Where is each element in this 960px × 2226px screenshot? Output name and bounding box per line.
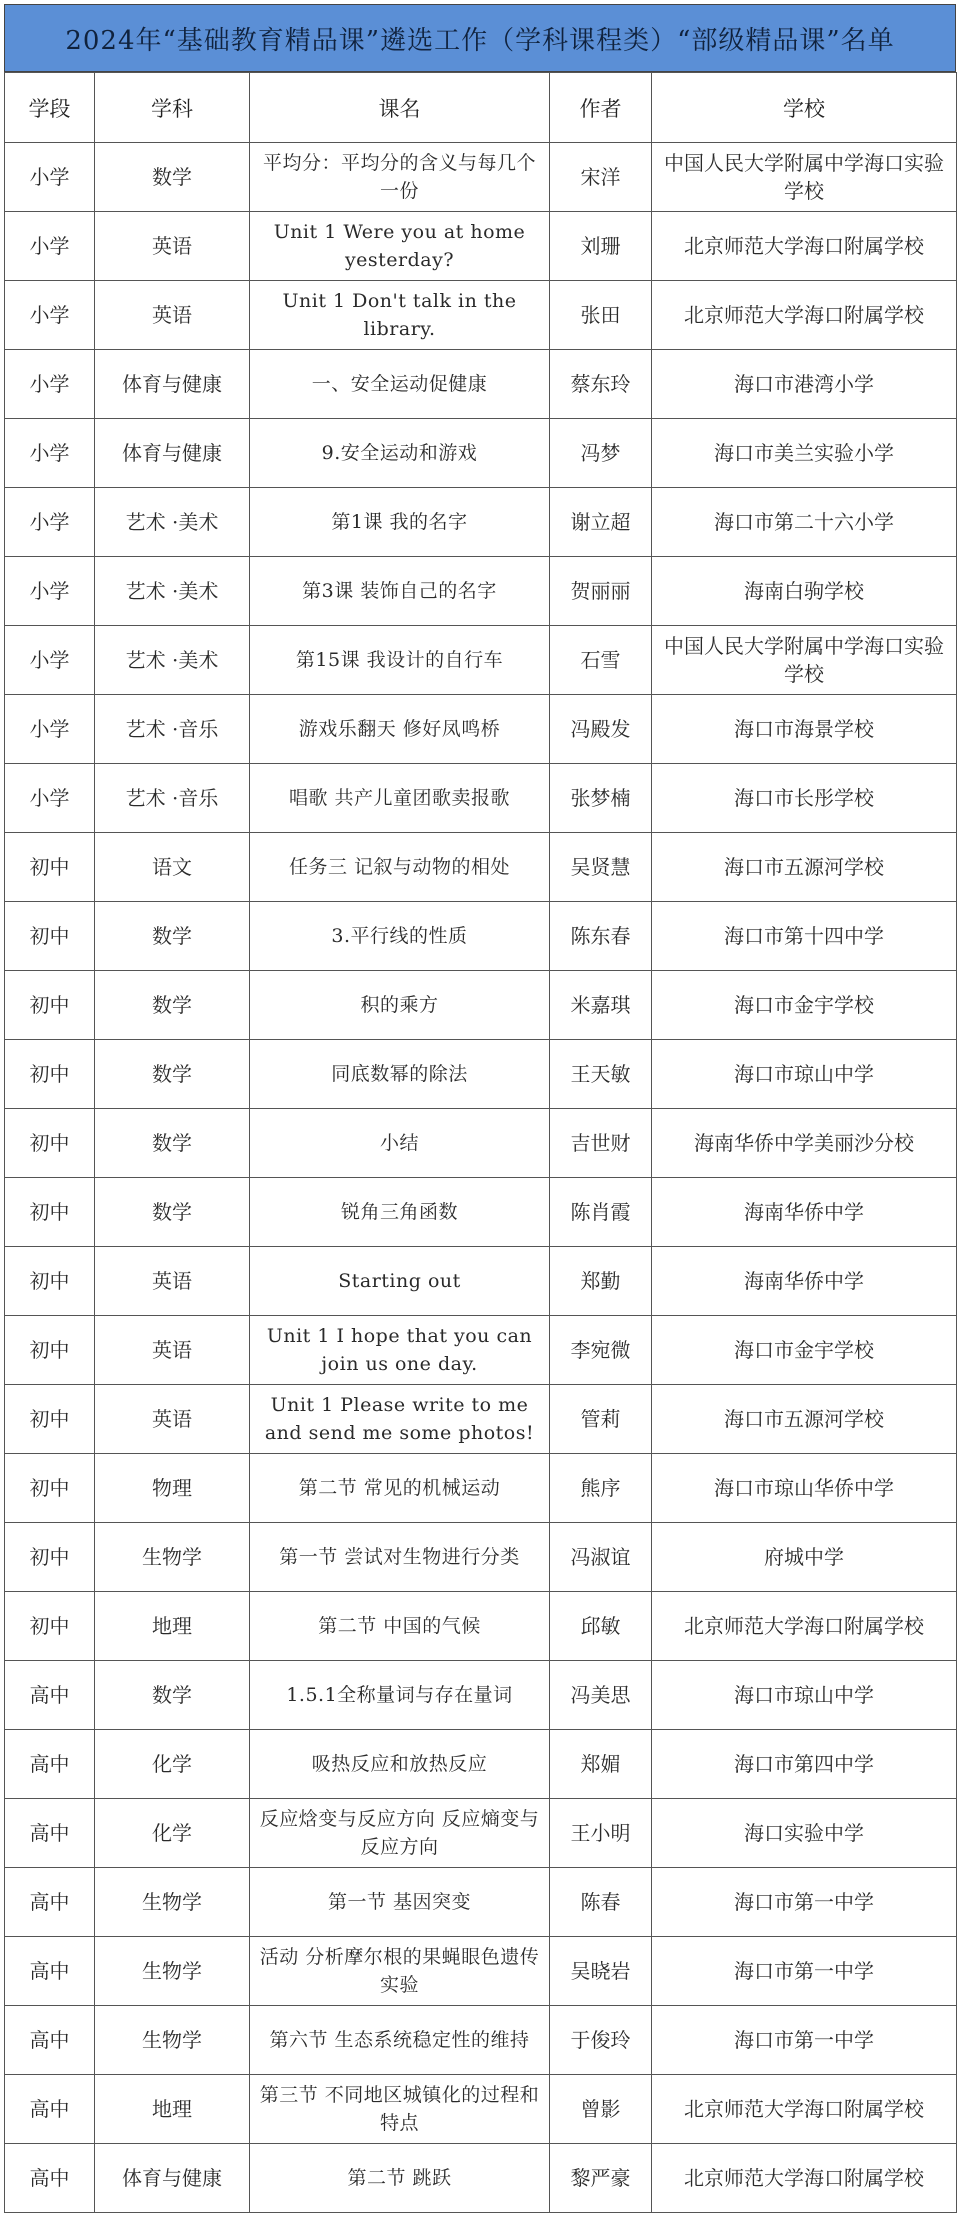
cell-school: 海口实验中学 [652, 1799, 957, 1868]
cell-stage: 小学 [5, 626, 95, 695]
cell-stage: 小学 [5, 350, 95, 419]
table-row [5, 419, 957, 488]
cell-author: 贺丽丽 [550, 557, 652, 626]
cell-author: 陈肖霞 [550, 1178, 652, 1247]
cell-school: 中国人民大学附属中学海口实验学校 [652, 143, 957, 212]
cell-stage: 初中 [5, 1178, 95, 1247]
cell-school: 海口市第一中学 [652, 1937, 957, 2006]
cell-subject: 语文 [95, 833, 250, 902]
cell-subject: 地理 [95, 2075, 250, 2144]
cell-subject: 数学 [95, 143, 250, 212]
cell-school: 海口市五源河学校 [652, 833, 957, 902]
cell-subject: 生物学 [95, 1868, 250, 1937]
cell-stage: 高中 [5, 2006, 95, 2075]
cell-course: 一、安全运动促健康 [250, 350, 550, 419]
cell-course: 任务三 记叙与动物的相处 [250, 833, 550, 902]
table-row [5, 833, 957, 902]
cell-subject: 化学 [95, 1730, 250, 1799]
table-row [5, 971, 957, 1040]
cell-subject: 生物学 [95, 1937, 250, 2006]
cell-course: 活动 分析摩尔根的果蝇眼色遗传实验 [250, 1937, 550, 2006]
cell-school: 海口市第二十六小学 [652, 488, 957, 557]
cell-subject: 生物学 [95, 1523, 250, 1592]
cell-stage: 初中 [5, 1316, 95, 1385]
cell-stage: 小学 [5, 281, 95, 350]
cell-school: 海口市金宇学校 [652, 1316, 957, 1385]
cell-course: 3.平行线的性质 [250, 902, 550, 971]
table-row [5, 281, 957, 350]
cell-author: 郑勤 [550, 1247, 652, 1316]
cell-author: 吴晓岩 [550, 1937, 652, 2006]
table-row [5, 1592, 957, 1661]
cell-subject: 数学 [95, 1040, 250, 1109]
cell-school: 北京师范大学海口附属学校 [652, 2144, 957, 2213]
cell-author: 冯淑谊 [550, 1523, 652, 1592]
cell-course: 游戏乐翻天 修好凤鸣桥 [250, 695, 550, 764]
cell-school: 北京师范大学海口附属学校 [652, 1592, 957, 1661]
cell-stage: 初中 [5, 1247, 95, 1316]
table-row [5, 143, 957, 212]
cell-author: 蔡东玲 [550, 350, 652, 419]
table-row [5, 1109, 957, 1178]
cell-course: Unit 1 Don't talk in the library. [250, 281, 550, 350]
cell-author: 吉世财 [550, 1109, 652, 1178]
cell-author: 冯梦 [550, 419, 652, 488]
table-row [5, 350, 957, 419]
cell-course: Unit 1 I hope that you can join us one day. [250, 1316, 550, 1385]
cell-subject: 数学 [95, 1109, 250, 1178]
cell-subject: 艺术 ·音乐 [95, 695, 250, 764]
cell-author: 王天敏 [550, 1040, 652, 1109]
cell-subject: 英语 [95, 1247, 250, 1316]
cell-school: 府城中学 [652, 1523, 957, 1592]
cell-course: 平均分：平均分的含义与每几个一份 [250, 143, 550, 212]
cell-school: 海口市海景学校 [652, 695, 957, 764]
cell-author: 陈春 [550, 1868, 652, 1937]
table-row [5, 212, 957, 281]
cell-subject: 艺术 ·美术 [95, 488, 250, 557]
cell-subject: 物理 [95, 1454, 250, 1523]
course-list-sheet [4, 4, 956, 2213]
table-row [5, 1937, 957, 2006]
cell-school: 海口市琼山中学 [652, 1661, 957, 1730]
cell-school: 海口市第十四中学 [652, 902, 957, 971]
cell-course: 第一节 尝试对生物进行分类 [250, 1523, 550, 1592]
cell-author: 刘珊 [550, 212, 652, 281]
cell-stage: 高中 [5, 1799, 95, 1868]
table-row [5, 2075, 957, 2144]
course-table [4, 72, 957, 2213]
cell-school: 海口市美兰实验小学 [652, 419, 957, 488]
cell-subject: 体育与健康 [95, 419, 250, 488]
cell-school: 海口市长彤学校 [652, 764, 957, 833]
table-row [5, 1868, 957, 1937]
header-stage: 学段 [5, 73, 95, 143]
cell-author: 陈东春 [550, 902, 652, 971]
table-row [5, 1385, 957, 1454]
cell-school: 海口市五源河学校 [652, 1385, 957, 1454]
cell-school: 海口市琼山中学 [652, 1040, 957, 1109]
cell-author: 熊序 [550, 1454, 652, 1523]
cell-course: 1.5.1全称量词与存在量词 [250, 1661, 550, 1730]
table-row [5, 2006, 957, 2075]
cell-course: 第二节 跳跃 [250, 2144, 550, 2213]
cell-stage: 初中 [5, 1592, 95, 1661]
header-course: 课名 [250, 73, 550, 143]
cell-author: 冯美思 [550, 1661, 652, 1730]
cell-author: 冯殿发 [550, 695, 652, 764]
cell-course: 第一节 基因突变 [250, 1868, 550, 1937]
cell-school: 海南白驹学校 [652, 557, 957, 626]
cell-stage: 小学 [5, 764, 95, 833]
cell-stage: 高中 [5, 1730, 95, 1799]
cell-stage: 高中 [5, 2144, 95, 2213]
cell-stage: 高中 [5, 1937, 95, 2006]
table-row [5, 1661, 957, 1730]
cell-author: 宋洋 [550, 143, 652, 212]
table-row [5, 1316, 957, 1385]
cell-subject: 英语 [95, 212, 250, 281]
cell-subject: 体育与健康 [95, 2144, 250, 2213]
cell-subject: 英语 [95, 1316, 250, 1385]
cell-stage: 初中 [5, 1523, 95, 1592]
cell-stage: 小学 [5, 212, 95, 281]
cell-subject: 生物学 [95, 2006, 250, 2075]
cell-school: 海南华侨中学 [652, 1178, 957, 1247]
sheet-title: 2024年“基础教育精品课”遴选工作（学科课程类）“部级精品课”名单 [4, 4, 956, 72]
cell-course: 第1课 我的名字 [250, 488, 550, 557]
cell-subject: 化学 [95, 1799, 250, 1868]
cell-stage: 初中 [5, 971, 95, 1040]
cell-stage: 初中 [5, 833, 95, 902]
cell-subject: 体育与健康 [95, 350, 250, 419]
cell-course: 锐角三角函数 [250, 1178, 550, 1247]
cell-stage: 高中 [5, 1868, 95, 1937]
cell-stage: 高中 [5, 1661, 95, 1730]
cell-subject: 数学 [95, 1661, 250, 1730]
cell-subject: 数学 [95, 1178, 250, 1247]
cell-subject: 英语 [95, 1385, 250, 1454]
cell-course: 第二节 常见的机械运动 [250, 1454, 550, 1523]
table-row [5, 626, 957, 695]
cell-author: 邱敏 [550, 1592, 652, 1661]
table-row [5, 902, 957, 971]
cell-course: 第3课 装饰自己的名字 [250, 557, 550, 626]
cell-course: 积的乘方 [250, 971, 550, 1040]
cell-author: 郑媚 [550, 1730, 652, 1799]
cell-course: Unit 1 Were you at home yesterday? [250, 212, 550, 281]
table-row [5, 1040, 957, 1109]
cell-course: Starting out [250, 1247, 550, 1316]
cell-course: 第15课 我设计的自行车 [250, 626, 550, 695]
header-row [5, 73, 957, 143]
cell-subject: 艺术 ·美术 [95, 557, 250, 626]
cell-stage: 小学 [5, 419, 95, 488]
table-row [5, 488, 957, 557]
cell-stage: 初中 [5, 1385, 95, 1454]
cell-author: 张梦楠 [550, 764, 652, 833]
cell-stage: 初中 [5, 902, 95, 971]
cell-school: 北京师范大学海口附属学校 [652, 2075, 957, 2144]
cell-author: 张田 [550, 281, 652, 350]
cell-school: 北京师范大学海口附属学校 [652, 212, 957, 281]
cell-stage: 小学 [5, 143, 95, 212]
table-row [5, 695, 957, 764]
cell-stage: 初中 [5, 1454, 95, 1523]
cell-school: 中国人民大学附属中学海口实验学校 [652, 626, 957, 695]
table-row [5, 557, 957, 626]
cell-stage: 小学 [5, 695, 95, 764]
cell-school: 海口市第一中学 [652, 2006, 957, 2075]
cell-author: 曾影 [550, 2075, 652, 2144]
cell-school: 海南华侨中学美丽沙分校 [652, 1109, 957, 1178]
table-row [5, 1523, 957, 1592]
cell-author: 管莉 [550, 1385, 652, 1454]
cell-course: 反应焓变与反应方向 反应熵变与反应方向 [250, 1799, 550, 1868]
table-row [5, 1247, 957, 1316]
cell-school: 海口市第四中学 [652, 1730, 957, 1799]
cell-stage: 小学 [5, 557, 95, 626]
cell-school: 海南华侨中学 [652, 1247, 957, 1316]
cell-course: 第二节 中国的气候 [250, 1592, 550, 1661]
cell-school: 北京师范大学海口附属学校 [652, 281, 957, 350]
cell-course: 第三节 不同地区城镇化的过程和特点 [250, 2075, 550, 2144]
table-row [5, 764, 957, 833]
cell-subject: 艺术 ·音乐 [95, 764, 250, 833]
table-row [5, 1730, 957, 1799]
cell-author: 石雪 [550, 626, 652, 695]
cell-subject: 艺术 ·美术 [95, 626, 250, 695]
table-row [5, 1178, 957, 1247]
cell-course: 小结 [250, 1109, 550, 1178]
cell-stage: 小学 [5, 488, 95, 557]
cell-course: 第六节 生态系统稳定性的维持 [250, 2006, 550, 2075]
cell-school: 海口市金宇学校 [652, 971, 957, 1040]
cell-author: 吴贤慧 [550, 833, 652, 902]
cell-stage: 初中 [5, 1040, 95, 1109]
table-row [5, 1799, 957, 1868]
table-row [5, 2144, 957, 2213]
cell-school: 海口市第一中学 [652, 1868, 957, 1937]
cell-author: 黎严豪 [550, 2144, 652, 2213]
cell-subject: 数学 [95, 902, 250, 971]
cell-author: 米嘉琪 [550, 971, 652, 1040]
header-author: 作者 [550, 73, 652, 143]
table-row [5, 1454, 957, 1523]
cell-course: 同底数幂的除法 [250, 1040, 550, 1109]
cell-course: 唱歌 共产儿童团歌卖报歌 [250, 764, 550, 833]
cell-author: 王小明 [550, 1799, 652, 1868]
cell-author: 谢立超 [550, 488, 652, 557]
cell-subject: 地理 [95, 1592, 250, 1661]
header-subject: 学科 [95, 73, 250, 143]
cell-school: 海口市港湾小学 [652, 350, 957, 419]
cell-subject: 英语 [95, 281, 250, 350]
cell-stage: 初中 [5, 1109, 95, 1178]
cell-course: 吸热反应和放热反应 [250, 1730, 550, 1799]
cell-subject: 数学 [95, 971, 250, 1040]
cell-author: 李宛微 [550, 1316, 652, 1385]
cell-author: 于俊玲 [550, 2006, 652, 2075]
header-school: 学校 [652, 73, 957, 143]
cell-course: 9.安全运动和游戏 [250, 419, 550, 488]
cell-stage: 高中 [5, 2075, 95, 2144]
cell-school: 海口市琼山华侨中学 [652, 1454, 957, 1523]
cell-course: Unit 1 Please write to me and send me some photos! [250, 1385, 550, 1454]
